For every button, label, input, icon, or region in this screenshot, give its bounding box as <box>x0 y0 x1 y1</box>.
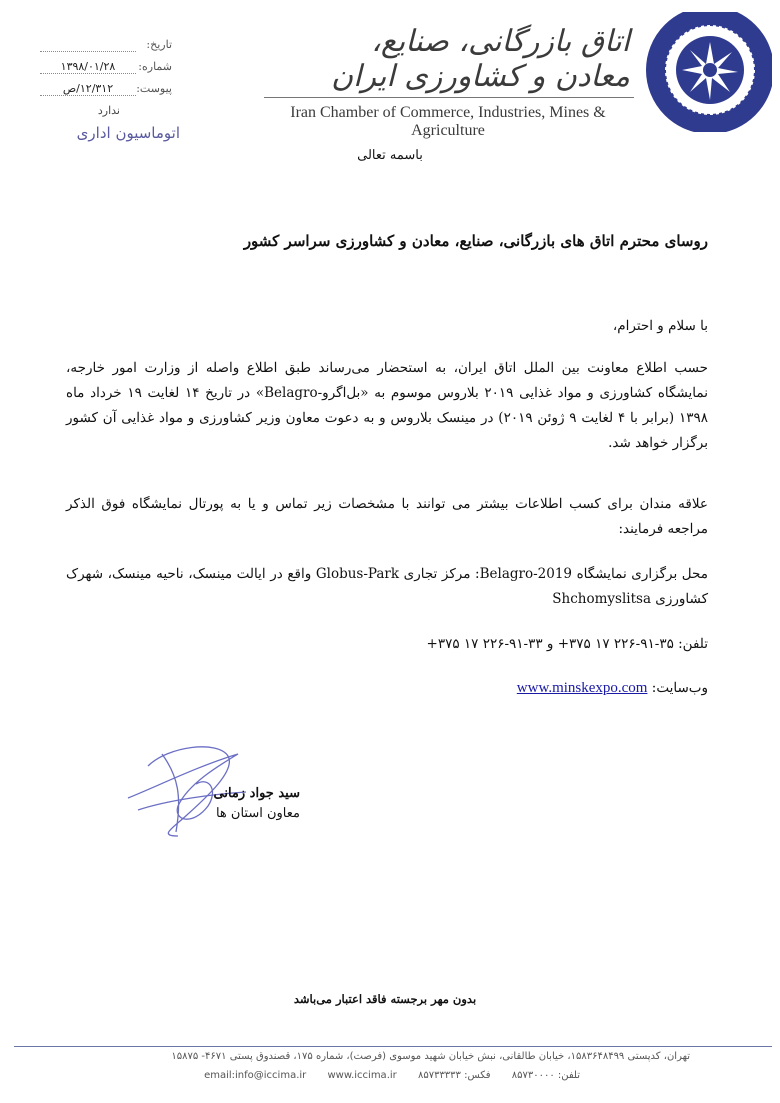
website-line <box>200 680 708 697</box>
date-value <box>40 38 136 52</box>
validity-notice: بدون مهر برجسته فاقد اعتبار می‌باشد <box>293 992 477 1006</box>
venue-details: محل برگزاری نمایشگاه Belagro-2019: مرکز تجاری Globus-Park واقع در ایالت مینسک، ناحیه مینسک، شهرک کشاورزی Shchomyslitsa <box>66 566 708 607</box>
date-label: تاریخ: <box>146 38 172 51</box>
phone-details: تلفن: ۳۵-۹۱-۲۲۶ ۱۷ ۳۷۵+ و ۳۳-۹۱-۲۲۶ ۱۷ ۳۷۵+ <box>426 636 708 652</box>
chamber-logo <box>640 12 772 132</box>
footer-address: تهران، کدپستی ۱۵۸۳۶۴۸۴۹۹، خیابان طالقانی، نبش خیابان شهید موسوی (فرصت)، شماره ۱۷۵، قصندوق پستی ۴۶۷۱- ۱۵۸۷۵ <box>171 1051 690 1062</box>
website-label: وب‌سایت: <box>651 680 708 696</box>
website-link[interactable]: www.minskexpo.com <box>516 680 648 696</box>
org-name-en: Iran Chamber of Commerce, Industries, Mines & Agriculture <box>290 104 606 139</box>
attachment-value: ۱۲/۳۱۲/ص <box>40 82 136 96</box>
number-label: شماره: <box>138 60 172 73</box>
org-name-fa: اتاق بازرگانی، صنایع، معادن و کشاورزی ایران <box>331 24 630 94</box>
body-paragraph-2: علاقه مندان برای کسب اطلاعات بیشتر می توانند با مشخصات زیر تماس و یا به پورتال نمایشگاه فوق الذکر مراجعه فرمایند: <box>66 496 708 537</box>
footer-email: email:info@iccima.ir <box>204 1070 307 1081</box>
signatory-title: معاون استان ها <box>215 806 300 821</box>
number-field <box>40 60 172 78</box>
number-value: ۱۳۹۸/۰۱/۲۸ <box>40 60 136 74</box>
recipient-line: روسای محترم اتاق های بازرگانی، صنایع، معادن و کشاورزی سراسر کشور <box>243 232 708 250</box>
footer-contacts <box>150 1070 580 1081</box>
footer-fax: فکس: ۸۵۷۳۳۳۳۳ <box>417 1070 491 1081</box>
greeting: با سلام و احترام، <box>612 318 708 334</box>
attachment-none: ندارد <box>97 104 120 117</box>
date-field <box>40 38 172 56</box>
automation-stamp: اتوماسیون اداری <box>76 124 180 142</box>
footer-web: www.iccima.ir <box>327 1070 397 1081</box>
basmala: باسمه تعالی <box>357 148 423 163</box>
signatory-name: سید جواد زمانی <box>213 786 300 801</box>
header-divider <box>264 97 634 98</box>
attachment-field <box>40 82 172 100</box>
footer-divider <box>14 1046 772 1047</box>
attachment-label: پیوست: <box>136 82 172 95</box>
body-paragraph-1: حسب اطلاع معاونت بین الملل اتاق ایران، به استحضار می‌رساند طبق اطلاع واصله از وزارت امور خارجه، نمایشگاه کشاورزی و مواد غذایی ۲۰۱۹ بلاروس موسوم به «بل‌اگرو-Belagro» در تاریخ ۱۴ لغایت ۱۹ خرداد ماه ۱۳۹۸ (برابر با ۴ لغایت ۹ ژوئن ۲۰۱۹) در مینسک بلاروس و به دعوت معاون وزیر کشاورزی و مواد غذایی آن کشور برگزار خواهد شد. <box>66 360 708 451</box>
footer-phone: تلفن: ۸۵۷۳۰۰۰۰ <box>511 1070 580 1081</box>
